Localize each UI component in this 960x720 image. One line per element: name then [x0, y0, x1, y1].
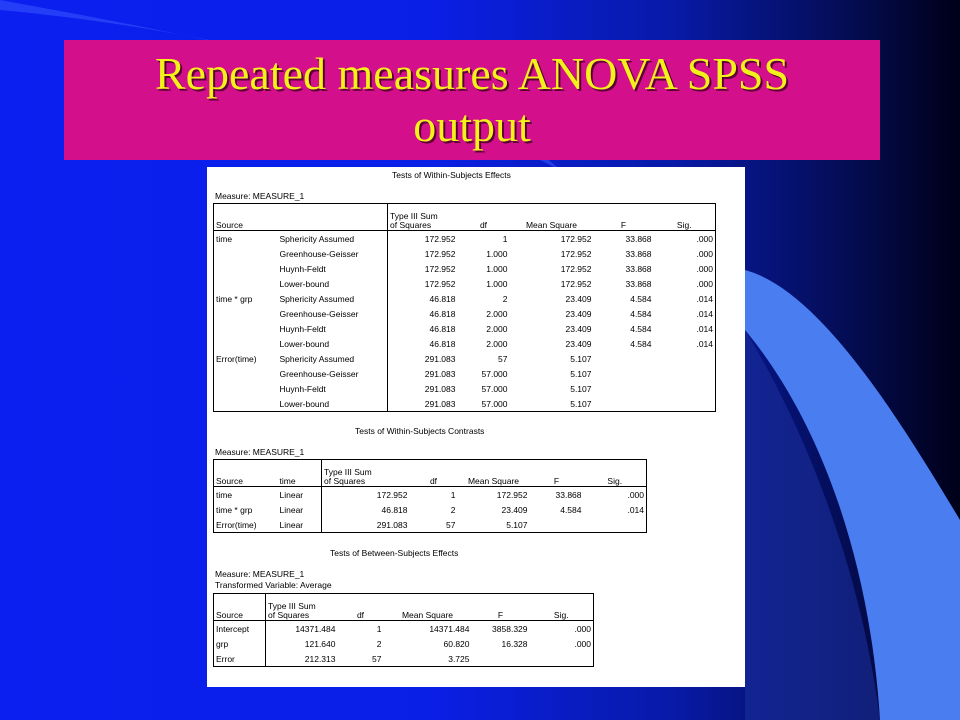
- table-cell-value: 291.083: [322, 517, 410, 533]
- table-cell-value: 2: [450, 505, 456, 515]
- header-sig: Sig.: [530, 594, 594, 621]
- table-row: [214, 291, 716, 306]
- within-effects-table: [213, 203, 716, 412]
- table-cell-value: .014: [627, 505, 644, 515]
- table-cell-value: [654, 351, 716, 366]
- table-cell-label: time * grp: [216, 294, 253, 304]
- table-cell-label: time: [214, 487, 278, 503]
- title-bar: [64, 40, 880, 160]
- table-cell-value: .000: [654, 231, 716, 247]
- table-cell-value: 4.584: [630, 324, 652, 334]
- table-cell-label: Greenhouse-Geisser: [279, 369, 359, 379]
- table-cell-label: Huynh-Feldt: [279, 384, 326, 394]
- table-cell-value: 4.584: [630, 294, 652, 304]
- table-cell-value: .000: [696, 249, 713, 259]
- table-cell-label: Error(time): [216, 520, 257, 530]
- within-effects-measure: Measure: MEASURE_1: [215, 191, 305, 201]
- table-cell-value: 33.868: [594, 231, 654, 247]
- table-cell-value: 212.313: [266, 651, 338, 667]
- table-cell-value: 46.818: [388, 306, 458, 321]
- table-cell-label: [214, 381, 278, 396]
- header-ss: Type III Sum of Squares: [388, 204, 458, 231]
- table-cell-value: 57.000: [481, 369, 508, 379]
- table-cell-label: grp: [216, 639, 229, 649]
- table-cell-value: 172.952: [388, 276, 458, 291]
- table-cell-value: 5.107: [570, 354, 592, 364]
- table-cell-value: 23.409: [565, 339, 592, 349]
- slide-title: Repeated measures ANOVA SPSS output: [154, 48, 790, 151]
- table-cell-value: 172.952: [388, 231, 458, 247]
- within-effects-title: Tests of Within-Subjects Effects: [392, 170, 511, 180]
- table-cell-value: 2.000: [486, 339, 508, 349]
- table-cell-value: 23.409: [501, 505, 528, 515]
- header-time: time: [278, 460, 322, 487]
- table-cell-label: Sphericity Assumed: [279, 354, 355, 364]
- table-cell-value: 23.409: [565, 324, 592, 334]
- between-effects-table: [213, 593, 594, 667]
- header-sig: Sig.: [654, 204, 716, 231]
- table-row: [214, 381, 716, 396]
- header-source: Source: [214, 204, 278, 231]
- table-cell-value: 291.083: [388, 381, 458, 396]
- header-f: F: [594, 204, 654, 231]
- table-cell-label: [214, 396, 278, 412]
- table-cell-value: .000: [696, 264, 713, 274]
- table-cell-value: .000: [530, 621, 594, 637]
- table-cell-label: [214, 336, 278, 351]
- table-cell-value: 23.409: [565, 309, 592, 319]
- table-cell-value: 46.818: [322, 502, 410, 517]
- table-cell-value: [472, 651, 530, 667]
- table-row: [214, 351, 716, 366]
- between-effects-transformed: Transformed Variable: Average: [215, 580, 332, 590]
- header-df: df: [458, 204, 510, 231]
- table-cell-value: 46.818: [388, 336, 458, 351]
- table-cell-label: Greenhouse-Geisser: [279, 309, 359, 319]
- table-cell-value: 3858.329: [472, 621, 530, 637]
- table-cell-value: [594, 396, 654, 412]
- table-cell-value: 33.868: [530, 487, 584, 503]
- table-cell-value: .000: [574, 639, 591, 649]
- header-ss: Type III Sum of Squares: [266, 594, 338, 621]
- table-row: [214, 621, 594, 637]
- header-ms: Mean Square: [384, 594, 472, 621]
- table-row: [214, 396, 716, 412]
- table-row: [214, 321, 716, 336]
- table-cell-value: .014: [696, 309, 713, 319]
- table-cell-value: 57.000: [481, 399, 508, 409]
- table-cell-value: [654, 366, 716, 381]
- spss-output-panel: [207, 167, 745, 687]
- header-df: df: [410, 460, 458, 487]
- table-cell-value: 33.868: [625, 249, 652, 259]
- header-f: F: [530, 460, 584, 487]
- table-cell-value: 23.409: [565, 294, 592, 304]
- table-cell-value: [594, 366, 654, 381]
- table-cell-value: 3.725: [448, 654, 470, 664]
- table-cell-value: 33.868: [625, 264, 652, 274]
- table-cell-value: 1: [458, 231, 510, 247]
- table-cell-value: 5.107: [506, 520, 528, 530]
- table-cell-value: [654, 396, 716, 412]
- between-effects-measure: Measure: MEASURE_1: [215, 569, 305, 579]
- header-df: df: [338, 594, 384, 621]
- table-cell-label: Huynh-Feldt: [279, 264, 326, 274]
- table-cell-label: [214, 321, 278, 336]
- table-cell-value: 46.818: [388, 321, 458, 336]
- table-header-row: [214, 594, 594, 621]
- table-row: [214, 306, 716, 321]
- table-row: [214, 261, 716, 276]
- table-cell-value: 14371.484: [384, 621, 472, 637]
- table-cell-value: 57: [498, 354, 508, 364]
- table-cell-value: 57: [446, 520, 456, 530]
- table-cell-label: Lower-bound: [279, 339, 330, 349]
- table-cell-label: Greenhouse-Geisser: [279, 249, 359, 259]
- table-cell-label: Error: [216, 654, 235, 664]
- table-cell-label: [214, 366, 278, 381]
- table-cell-value: [584, 517, 647, 533]
- header-ms: Mean Square: [510, 204, 594, 231]
- table-cell-value: 172.952: [458, 487, 530, 503]
- table-cell-value: 172.952: [510, 231, 594, 247]
- table-cell-value: 172.952: [560, 249, 592, 259]
- table-cell-label: Linear: [279, 505, 304, 515]
- header-f: F: [472, 594, 530, 621]
- table-cell-value: 5.107: [570, 384, 592, 394]
- table-cell-value: 14371.484: [266, 621, 338, 637]
- table-cell-label: [214, 246, 278, 261]
- table-cell-value: [530, 517, 584, 533]
- table-header-row: [214, 204, 716, 231]
- table-cell-label: [214, 276, 278, 291]
- table-cell-label: time: [214, 231, 278, 247]
- header-sig: Sig.: [584, 460, 647, 487]
- table-cell-label: [214, 261, 278, 276]
- table-cell-value: 46.818: [388, 291, 458, 306]
- table-cell-value: .000: [696, 279, 713, 289]
- table-cell-label: Huynh-Feldt: [279, 324, 326, 334]
- table-cell-value: 4.584: [630, 339, 652, 349]
- table-cell-label: time * grp: [216, 505, 253, 515]
- table-cell-value: 291.083: [388, 396, 458, 412]
- table-row: [214, 651, 594, 667]
- table-cell-value: 16.328: [501, 639, 528, 649]
- table-cell-label: [214, 306, 278, 321]
- table-cell-value: [654, 381, 716, 396]
- table-cell-label: Sphericity Assumed: [279, 294, 355, 304]
- table-cell-value: 2.000: [486, 309, 508, 319]
- between-effects-title: Tests of Between-Subjects Effects: [330, 548, 459, 558]
- table-row: [214, 246, 716, 261]
- within-contrasts-title: Tests of Within-Subjects Contrasts: [355, 426, 485, 436]
- table-cell-value: [530, 651, 594, 667]
- table-cell-value: 33.868: [625, 279, 652, 289]
- table-cell-value: 57: [372, 654, 382, 664]
- header-ms: Mean Square: [458, 460, 530, 487]
- table-cell-label: Lower-bound: [279, 279, 330, 289]
- table-cell-value: 291.083: [388, 366, 458, 381]
- table-row: [214, 366, 716, 381]
- table-cell-value: 4.584: [630, 309, 652, 319]
- table-cell-value: .014: [696, 324, 713, 334]
- table-cell-value: 1.000: [486, 249, 508, 259]
- table-cell-value: 60.820: [443, 639, 470, 649]
- table-cell-value: 1.000: [486, 264, 508, 274]
- table-header-row: [214, 460, 647, 487]
- table-cell-value: [594, 381, 654, 396]
- table-cell-value: 2: [502, 294, 508, 304]
- table-cell-value: 291.083: [388, 351, 458, 366]
- table-cell-value: .000: [584, 487, 647, 503]
- table-cell-value: 2.000: [486, 324, 508, 334]
- table-cell-value: [594, 351, 654, 366]
- table-row: [214, 336, 716, 351]
- table-cell-label: Sphericity Assumed: [278, 231, 388, 247]
- within-contrasts-table: [213, 459, 647, 533]
- table-cell-label: Error(time): [216, 354, 257, 364]
- table-cell-value: 4.584: [560, 505, 582, 515]
- table-cell-label: Linear: [279, 520, 304, 530]
- table-cell-value: 172.952: [560, 279, 592, 289]
- table-row: [214, 502, 647, 517]
- table-cell-value: .014: [696, 339, 713, 349]
- table-cell-value: 1: [338, 621, 384, 637]
- table-cell-label: Linear: [278, 487, 322, 503]
- table-cell-value: 121.640: [266, 636, 338, 651]
- table-cell-label: Lower-bound: [279, 399, 330, 409]
- table-cell-value: 172.952: [560, 264, 592, 274]
- table-cell-value: 57.000: [481, 384, 508, 394]
- table-cell-value: 5.107: [570, 399, 592, 409]
- header-source: Source: [214, 460, 278, 487]
- table-cell-value: 5.107: [570, 369, 592, 379]
- table-row: [214, 636, 594, 651]
- table-cell-value: 2: [376, 639, 382, 649]
- table-cell-value: 172.952: [322, 487, 410, 503]
- table-cell-label: Intercept: [214, 621, 266, 637]
- table-cell-value: 1: [410, 487, 458, 503]
- header-source: Source: [214, 594, 266, 621]
- table-cell-value: 172.952: [388, 246, 458, 261]
- table-row: [214, 487, 647, 503]
- table-row: [214, 276, 716, 291]
- table-row: [214, 517, 647, 533]
- within-contrasts-measure: Measure: MEASURE_1: [215, 447, 305, 457]
- table-cell-value: .014: [696, 294, 713, 304]
- table-cell-value: 1.000: [486, 279, 508, 289]
- header-ss: Type III Sum of Squares: [322, 460, 410, 487]
- table-cell-value: 172.952: [388, 261, 458, 276]
- table-row: [214, 231, 716, 247]
